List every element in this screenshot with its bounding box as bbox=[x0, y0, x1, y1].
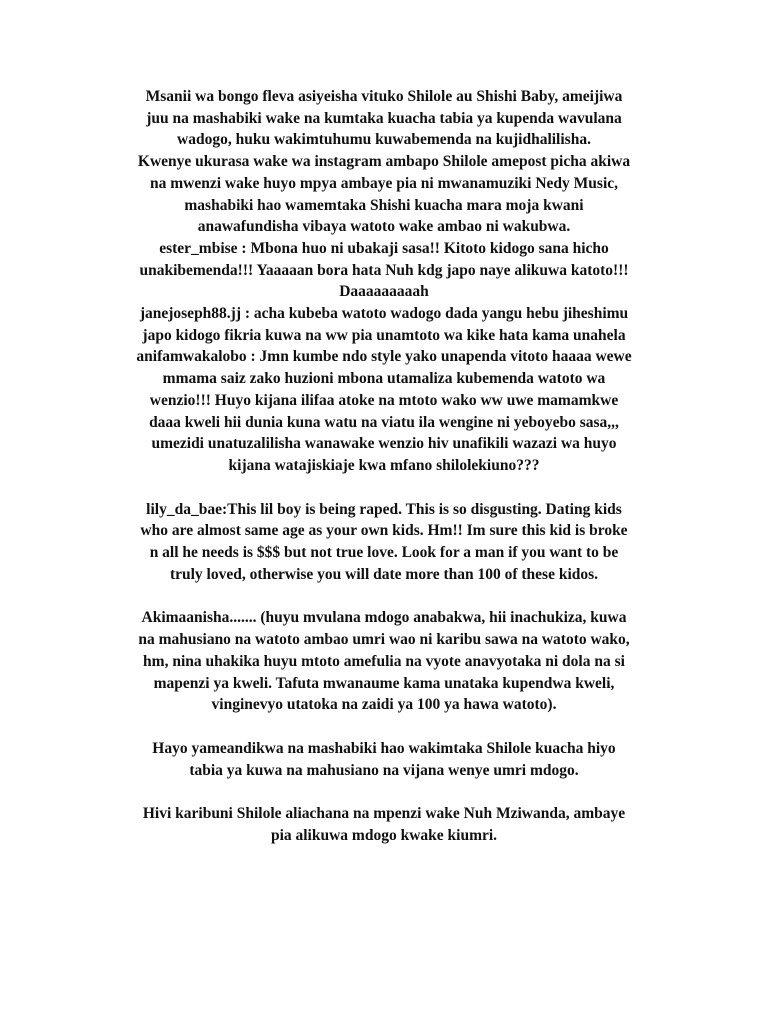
text-line: ester_mbise : Mbona huo ni ubakaji sasa!! Kitoto kidogo sana hicho bbox=[159, 239, 609, 257]
text-line: wadogo, huku wakimtuhumu kuwabemenda na kujidhalilisha. bbox=[177, 131, 591, 149]
text-line: Kwenye ukurasa wake wa instagram ambapo Shilole amepost picha akiwa bbox=[137, 153, 631, 171]
text-line: daaa kweli hii dunia kuna watu na viatu ila wengine ni yeboyebo sasa,,, bbox=[149, 413, 619, 431]
text-line: Hayo yameandikwa na mashabiki hao wakimtaka Shilole kuacha hiyo bbox=[152, 739, 616, 757]
text-line: na mahusiano na watoto ambao umri wao ni karibu sawa na watoto wako, bbox=[138, 631, 630, 649]
text-line: Daaaaaaaaah bbox=[339, 283, 429, 301]
paragraph-spacer bbox=[92, 716, 676, 738]
paragraph-summary bbox=[92, 738, 676, 781]
text-line: na mwenzi wake huyo mpya ambaye pia ni mwanamuziki Nedy Music, bbox=[149, 174, 619, 192]
text-line: mashabiki hao wamemtaka Shishi kuacha mara moja kwani bbox=[184, 196, 584, 214]
text-line: Msanii wa bongo fleva asiyeisha vituko Shilole au Shishi Baby, ameijiwa bbox=[145, 88, 623, 105]
text-line: juu na mashabiki wake na kumtaka kuacha tabia ya kupenda wavulana bbox=[146, 109, 622, 127]
text-line: truly loved, otherwise you will date more than 100 of these kidos. bbox=[169, 565, 599, 583]
text-line: lily_da_bae:This lil boy is being raped. This is so disgusting. Dating kids bbox=[146, 500, 622, 518]
text-line: unakibemenda!!! Yaaaaan bora hata Nuh kdg japo naye alikuwa katoto!!! bbox=[139, 261, 629, 279]
paragraph-spacer bbox=[92, 477, 676, 499]
paragraph-intro-and-comments bbox=[92, 86, 676, 477]
text-line: Hivi karibuni Shilole aliachana na mpenzi wake Nuh Mziwanda, ambaye bbox=[142, 805, 626, 823]
paragraph-closing bbox=[92, 803, 676, 846]
text-line: anifamwakalobo : Jmn kumbe ndo style yako unapenda vitoto haaaa wewe bbox=[136, 348, 632, 366]
paragraph-translation bbox=[92, 607, 676, 716]
text-line: mapenzi ya kweli. Tafuta mwanaume kama unataka kupendwa kweli, bbox=[153, 674, 615, 692]
text-line: wenzio!!! Huyo kijana ilifaa atoke na mtoto wako ww uwe mamamkwe bbox=[149, 391, 619, 409]
text-line: anawafundisha vibaya watoto wake ambao ni wakubwa. bbox=[197, 218, 571, 236]
text-line: umezidi unatuzalilisha wanawake wenzio hiv unafikili wazazi wa huyo bbox=[151, 435, 617, 453]
text-line: hm, nina uhakika huyu mtoto amefulia na vyote anavyotaka ni dola na si bbox=[143, 652, 625, 670]
text-line: pia alikuwa mdogo kwake kiumri. bbox=[270, 827, 498, 845]
text-line: kijana watajiskiaje kwa mfano shilolekiuno??? bbox=[228, 456, 540, 474]
text-line: janejoseph88.jj : acha kubeba watoto wadogo dada yangu hebu jiheshimu bbox=[139, 305, 629, 323]
text-line: who are almost same age as your own kids. Hm!! Im sure this kid is broke bbox=[140, 522, 628, 540]
article-body bbox=[92, 86, 676, 847]
text-line: n all he needs is $$$ but not true love. Look for a man if you want to be bbox=[149, 544, 619, 562]
text-line: Akimaanisha....... (huyu mvulana mdogo anabakwa, hii inachukiza, kuwa bbox=[141, 609, 627, 627]
paragraph-english-comment bbox=[92, 499, 676, 586]
paragraph-spacer bbox=[92, 585, 676, 607]
text-line: vinginevyo utatoka na zaidi ya 100 ya hawa watoto). bbox=[211, 696, 557, 714]
text-line: mmama saiz zako huzioni mbona utamaliza kubemenda watoto wa bbox=[162, 370, 606, 388]
text-line: tabia ya kuwa na mahusiano na vijana wenye umri mdogo. bbox=[189, 761, 579, 779]
text-line: japo kidogo fikria kuwa na ww pia unamtoto wa kike hata kama unahela bbox=[142, 326, 626, 344]
paragraph-spacer bbox=[92, 781, 676, 803]
